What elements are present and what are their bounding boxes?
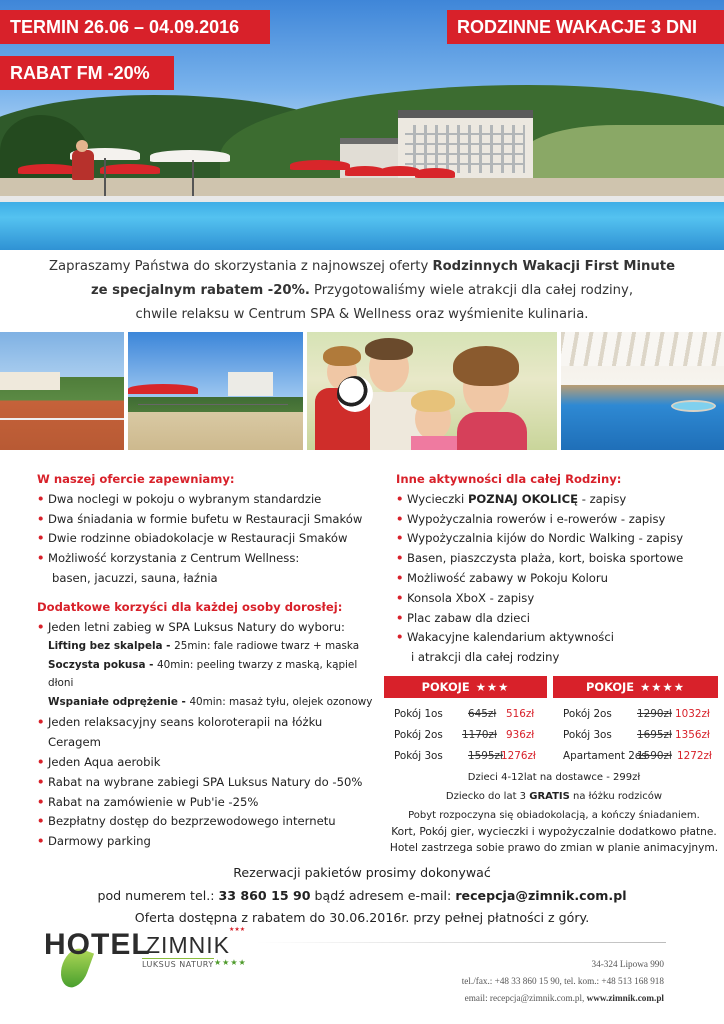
footer-divider xyxy=(256,942,666,943)
activities-heading: Inne aktywności dla całej Rodziny: xyxy=(396,472,622,486)
discount-banner: RABAT FM -20% xyxy=(0,56,174,90)
list-item: • Dwie rodzinne obiadokolacje w Restauracji Smaków xyxy=(37,529,377,549)
reservation-info: Rezerwacji pakietów prosimy dokonywać pod numerem tel.: 33 860 15 90 bądź adresem e-mail: recepcja@zimnik.com.pl Oferta dostępna z rabatem do 30.06.2016r. przy pełnej płatności z góry. xyxy=(97,865,627,925)
table-row: Pokój 1os 645zł 516zł xyxy=(394,708,535,720)
list-item: • Dwa śniadania w formie bufetu w Restauracji Smaków xyxy=(37,510,377,530)
treatment-line: Wspaniałe odprężenie - 40min: masaż tyłu, olejek ozonowy xyxy=(48,695,373,708)
included-list xyxy=(37,490,377,569)
indoor-pool-photo xyxy=(561,332,724,450)
list-item: • Plac zabaw dla dzieci xyxy=(396,609,716,629)
list-item: • Wypożyczalnia kijów do Nordic Walking - zapisy xyxy=(396,529,716,549)
table-row: Pokój 3os 1595zł 1276zł xyxy=(394,750,536,762)
list-item: • Bezpłatny dostęp do bezprzewodowego internetu xyxy=(37,812,377,832)
website-link[interactable]: www.zimnik.com.pl xyxy=(586,993,664,1003)
list-item: • Rabat na zamówienie w Pub'ie -25% xyxy=(37,793,377,813)
list-item: • Basen, piaszczysta plaża, kort, boiska sportowe xyxy=(396,549,716,569)
list-item: • Dwa noclegi w pokoju o wybranym standardzie xyxy=(37,490,377,510)
list-item: • Konsola XboX - zapisy xyxy=(396,589,716,609)
list-item: • Jeden letni zabieg w SPA Luksus Natury do wyboru: xyxy=(37,618,377,638)
adult-benefits-list xyxy=(37,618,377,638)
intro-paragraph: Zapraszamy Państwa do skorzystania z najnowszej oferty Rodzinnych Wakacji First Minute ze specjalnym rabatem -20%. Przygotowaliśmy wiele atrakcji dla całej rodziny, chwile relaksu w Centrum SPA & Wellness oraz wyśmienite kulinaria. xyxy=(48,259,676,322)
table-row: Pokój 2os 1290zł 1032zł xyxy=(563,708,710,720)
address: 34-324 Lipowa 990 xyxy=(591,959,664,969)
left-column xyxy=(37,470,377,852)
star-rating-icon: ★★★ xyxy=(475,680,510,694)
table-row: Apartament 2os 1590zł 1272zł xyxy=(563,750,712,762)
price-table-4-star xyxy=(553,676,718,767)
hotel-logo: HOTEL ZIMNIK ★★★ LUKSUS NATURY ★★★★ xyxy=(44,928,244,998)
table-row: Pokój 3os 1695zł 1356zł xyxy=(563,729,710,741)
list-item: • Możliwość zabawy w Pokoju Koloru xyxy=(396,569,716,589)
price-notes: Dzieci 4-12lat na dostawce - 299zł Dziecko do lat 3 GRATIS na łóżku rodziców Pobyt rozpoczyna się obiadokolacją, a kończy śniadaniem. Kort, Pokój gier, wycieczki i wypożyczalnie dodatkowo płatne. Hotel zastrzega sobie prawo do zmian w planie animacyjnym. xyxy=(389,772,719,854)
list-item: • Rabat na wybrane zabiegi SPA Luksus Natury do -50% xyxy=(37,773,377,793)
list-item: • Wypożyczalnia rowerów i e-rowerów - zapisy xyxy=(396,510,716,530)
treatment-line: Soczysta pokusa - 40min: peeling twarzy z maską, kąpiel dłoni xyxy=(48,658,358,690)
tennis-court-photo xyxy=(0,332,124,450)
adult-benefits-heading: Dodatkowe korzyści dla każdej osoby dorosłej: xyxy=(37,599,343,614)
activities-list xyxy=(396,490,716,648)
price-table-header: POKOJE ★★★ xyxy=(384,676,547,698)
star-rating-icon: ★★★★ xyxy=(640,680,685,694)
offer-banner: RODZINNE WAKACJE 3 DNI xyxy=(447,10,724,44)
list-item: • Jeden Aqua aerobik xyxy=(37,753,377,773)
price-table-3-star xyxy=(384,676,547,767)
photo-strip xyxy=(0,332,724,450)
included-heading: W naszej ofercie zapewniamy: xyxy=(37,472,235,486)
list-item-continuation: i atrakcji dla całej rodziny xyxy=(411,650,560,665)
beach-volleyball-photo xyxy=(128,332,303,450)
term-banner: TERMIN 26.06 – 04.09.2016 xyxy=(0,10,270,44)
right-column xyxy=(396,470,716,668)
email-link[interactable]: recepcja@zimnik.com.pl xyxy=(455,887,627,903)
list-item: • Możliwość korzystania z Centrum Wellness: xyxy=(37,549,377,569)
list-item: • Jeden relaksacyjny seans koloroterapii na łóżku Ceragem xyxy=(37,713,377,753)
treatment-line: Lifting bez skalpela - 25min: fale radiowe twarz + maska xyxy=(48,640,360,653)
list-item: • Wakacyjne kalendarium aktywności xyxy=(396,628,716,648)
list-item-continuation: basen, jacuzzi, sauna, łaźnia xyxy=(52,570,218,585)
list-item: • Darmowy parking xyxy=(37,832,377,852)
price-table-header: POKOJE ★★★★ xyxy=(553,676,718,698)
list-item: • Wycieczki POZNAJ OKOLICĘ - zapisy xyxy=(396,490,716,510)
phone-line: tel./fax.: +48 33 860 15 90, tel. kom.: +48 513 168 918 xyxy=(461,976,664,986)
contact-block: 34-324 Lipowa 990 tel./fax.: +48 33 860 15 90, tel. kom.: +48 513 168 918 email: recepcja@zimnik.com.pl, www.zimnik.com.pl xyxy=(462,956,664,1007)
family-photo xyxy=(307,332,557,450)
table-row: Pokój 2os 1170zł 936zł xyxy=(394,729,535,741)
phone-number[interactable]: 33 860 15 90 xyxy=(218,887,311,903)
